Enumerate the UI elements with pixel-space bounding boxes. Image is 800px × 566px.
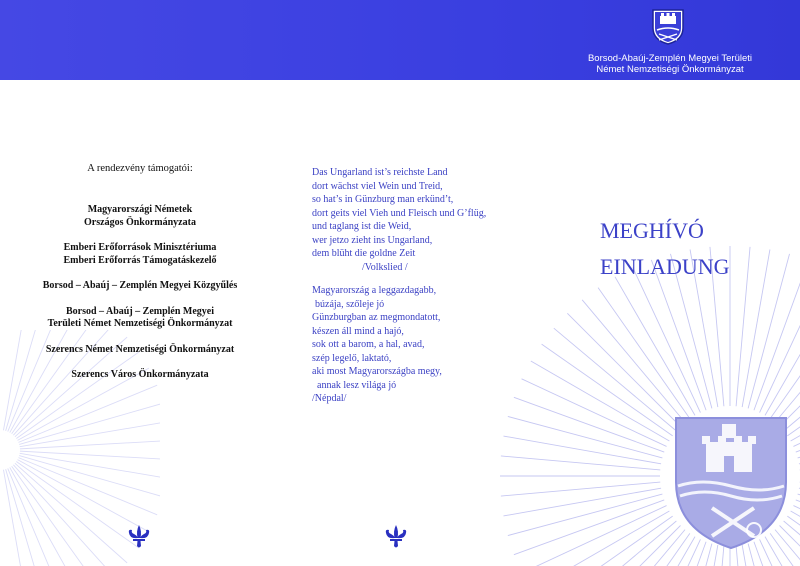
sponsor-item <box>20 204 260 229</box>
ray-line <box>567 313 680 426</box>
ray-line <box>503 488 661 516</box>
county-coat-of-arms-icon <box>672 412 790 552</box>
ray-line <box>582 530 685 566</box>
ray-line <box>791 361 800 441</box>
poem-line: Günzburgban az megmondatott, <box>312 312 441 323</box>
ray-line <box>15 463 127 563</box>
sponsor-item <box>20 344 260 357</box>
poem-line: sok ott a barom, a hal, avad, <box>312 339 425 350</box>
sponsor-line: Magyarországi Németek <box>87 204 193 215</box>
ray-line <box>754 260 800 410</box>
poem-source: /Volkslied / <box>362 261 408 273</box>
coat-of-arms-icon <box>651 8 685 46</box>
ray-line <box>20 451 160 459</box>
ray-line <box>3 470 29 566</box>
poem-line: Magyarország a leggazdagabb, <box>312 285 437 296</box>
header-bar <box>0 0 800 80</box>
sponsor-item <box>20 280 260 293</box>
sponsor-item <box>20 369 260 382</box>
invitation-title-german: EINLADUNG <box>600 254 730 279</box>
poem-line: wer jetzo zieht ins Ungarland, <box>312 234 433 246</box>
organization-name-line-1: Borsod-Abaúj-Zemplén Megyei Területi <box>587 53 753 64</box>
sponsor-line: Területi Német Nemzetiségi Önkormányzat <box>47 318 233 329</box>
ray-line <box>598 288 690 419</box>
poem-line: und taglang ist die Weid, <box>312 221 412 232</box>
ray-line <box>20 441 160 449</box>
poem-line: so hat’s in Günzburg man erkünd’t, <box>312 194 454 205</box>
ray-line <box>582 300 685 423</box>
sponsor-line: Országos Önkormányzata <box>84 216 196 228</box>
ray-line <box>633 268 701 413</box>
invitation-title-hungarian: MEGHÍVÓ <box>600 218 704 243</box>
poem-source: /Népdal/ <box>312 393 347 404</box>
ray-line <box>20 422 160 447</box>
poem-line: annak lesz világa jó <box>317 379 397 391</box>
poem-line: készen áll mind a hajó, <box>312 325 404 337</box>
ray-line <box>501 482 660 496</box>
poem-hungarian <box>312 284 552 406</box>
poem-line: dort geits viel Vieh und Fleisch und G’flüg, <box>312 207 487 219</box>
ray-line <box>18 460 149 532</box>
ray-line <box>501 456 660 470</box>
poem-line: szép legelő, laktató, <box>312 352 392 364</box>
sponsor-line: Emberi Erőforrások Minisztériuma <box>63 242 217 253</box>
ray-line <box>18 458 157 515</box>
poem-section <box>312 166 552 406</box>
sponsor-line: Borsod – Abaúj – Zemplén Megyei <box>65 305 215 317</box>
poem-line: Das Ungarland ist’s reichste Land <box>312 167 448 178</box>
ray-line <box>554 521 677 566</box>
ray-line <box>20 453 160 478</box>
sponsors-section <box>20 163 260 395</box>
organization-name-line-2: Német Nemzetiségi Önkormányzat <box>596 64 744 75</box>
ray-line <box>13 465 113 566</box>
poem-line: aki most Magyarországba megy, <box>312 366 442 377</box>
poem-line: dem blüht die goldne Zeit <box>312 248 416 259</box>
ray-line <box>748 254 789 409</box>
ray-line <box>19 403 160 444</box>
sponsor-line: Emberi Erőforrás Támogatáskezelő <box>63 254 217 266</box>
ray-line <box>19 456 160 497</box>
sponsor-line: Borsod – Abaúj – Zemplén Megyei Közgyűlés <box>42 280 238 291</box>
sponsor-line: Szerencs Német Nemzetiségi Önkormányzat <box>45 343 235 355</box>
sponsor-item <box>20 242 260 267</box>
sponsors-title: A rendezvény támogatói: <box>87 163 193 174</box>
ray-line <box>12 466 99 566</box>
ray-line <box>16 462 139 548</box>
organization-name <box>560 53 780 75</box>
ray-line <box>508 494 663 535</box>
ray-line <box>542 344 673 436</box>
sponsor-line: Szerencs Város Önkormányzata <box>71 369 209 380</box>
ray-line <box>554 328 677 431</box>
ray-line <box>508 416 663 457</box>
fleur-de-lis-icon <box>385 525 407 549</box>
poem-line: dort wächst viel Wein und Treid, <box>312 180 443 192</box>
ray-line <box>503 436 661 464</box>
sponsor-item <box>20 306 260 331</box>
poem-line: búzája, szőleje jó <box>315 298 385 310</box>
poem-german <box>312 166 552 274</box>
fleur-de-lis-icon <box>128 525 150 549</box>
